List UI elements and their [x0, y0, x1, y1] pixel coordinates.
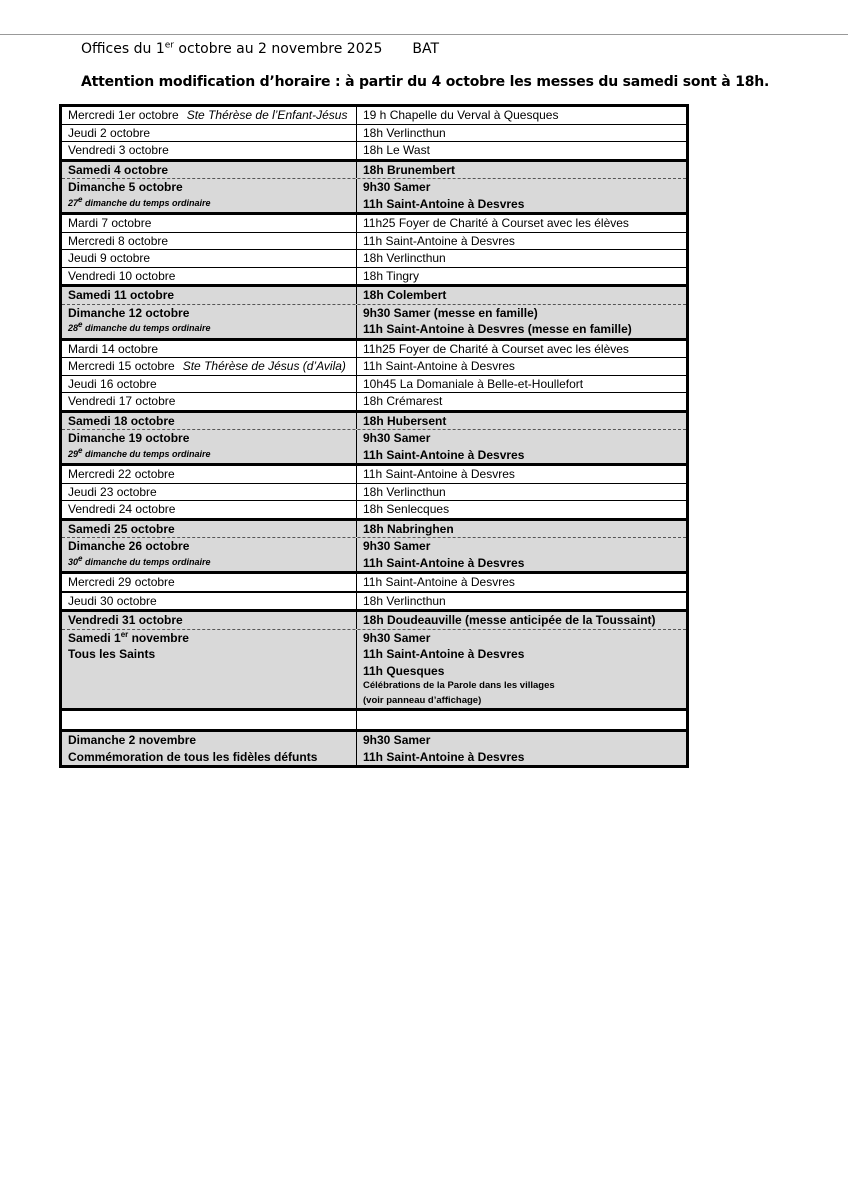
spacer-row	[62, 711, 686, 732]
weekday-block-3	[62, 341, 686, 413]
place-note: Célébrations de la Parole dans les villages	[363, 680, 555, 691]
liturgical-note	[68, 555, 350, 569]
place-cell	[357, 430, 686, 463]
day-prefix: Samedi 1	[68, 630, 121, 645]
place-cell: 18h Brunembert	[363, 162, 456, 177]
day-cell: Vendredi 3 octobre	[62, 142, 357, 159]
table-row	[62, 250, 686, 268]
place-cell	[357, 711, 686, 729]
feast-label: Tous les Saints	[68, 647, 156, 661]
table-row	[62, 521, 686, 538]
day-label: Dimanche 19 octobre	[68, 431, 190, 445]
day-cell	[62, 630, 357, 709]
weekday-block-5a	[62, 574, 686, 593]
place-line: 11h Saint-Antoine à Desvres (messe en famille)	[363, 322, 632, 336]
note-sup: e	[78, 320, 83, 329]
saint-label: Ste Thérèse de Jésus (d’Avila)	[182, 359, 346, 373]
table-row	[62, 142, 686, 159]
weekend-block-4	[62, 521, 686, 575]
header-title-prefix: Offices du 1	[81, 41, 165, 57]
table-row	[62, 429, 686, 463]
day-label: Dimanche 5 octobre	[68, 180, 183, 194]
place-cell	[357, 630, 686, 709]
schedule-notice: Attention modification d’horaire : à partir du 4 octobre les messes du samedi sont à 18h.	[81, 74, 770, 90]
note-number: 29	[68, 448, 79, 459]
day-label: Dimanche 12 octobre	[68, 305, 190, 320]
feast-label: Commémoration de tous les fidèles défunts	[68, 749, 318, 764]
place-cell: 18h Colembert	[363, 288, 447, 302]
place-cell: 18h Verlincthun	[363, 593, 446, 608]
weekend-block-2	[62, 287, 686, 341]
note-sup: e	[78, 553, 83, 563]
page-header	[81, 41, 439, 57]
day-cell: Samedi 11 octobre	[62, 287, 357, 304]
note-sup: e	[78, 445, 83, 455]
weekday-block-1	[62, 107, 686, 162]
weekend-block-3	[62, 413, 686, 467]
day-cell: Jeudi 9 octobre	[62, 250, 357, 268]
place-cell: 19 h Chapelle du Verval à Quesques	[357, 107, 686, 125]
day-cell: Jeudi 23 octobre	[62, 484, 357, 502]
place-line: 11h Saint-Antoine à Desvres	[363, 555, 525, 570]
table-row	[62, 178, 686, 212]
place-cell	[357, 538, 686, 571]
place-note: (voir panneau d’affichage)	[363, 694, 482, 706]
liturgical-note	[68, 196, 350, 210]
table-row	[62, 304, 686, 338]
day-cell	[62, 305, 357, 338]
place-cell: 18h Hubersent	[363, 413, 447, 428]
schedule-table	[59, 104, 689, 768]
place-line: 11h Quesques	[363, 663, 445, 678]
day-cell: Vendredi 24 octobre	[62, 501, 357, 518]
day-label: Dimanche 2 novembre	[68, 733, 197, 747]
liturgical-note	[68, 447, 350, 461]
day-cell: Mercredi 8 octobre	[62, 233, 357, 251]
note-text: dimanche du temps ordinaire	[82, 197, 211, 208]
table-row	[62, 732, 686, 765]
place-cell: 11h25 Foyer de Charité à Courset avec les élèves	[357, 341, 686, 359]
table-row	[62, 287, 686, 304]
day-cell: Mardi 14 octobre	[62, 341, 357, 359]
place-line: 11h Saint-Antoine à Desvres	[363, 647, 525, 661]
day-cell	[62, 179, 357, 212]
place-cell: 18h Crémarest	[363, 394, 443, 408]
table-row	[62, 358, 686, 376]
day-cell: Vendredi 10 octobre	[62, 268, 357, 285]
day-cell: Jeudi 16 octobre	[62, 376, 357, 394]
place-line: 9h30 Samer	[363, 630, 431, 645]
day-cell	[62, 538, 357, 571]
table-row	[62, 711, 686, 729]
top-rule	[0, 34, 848, 35]
note-number: 30	[68, 556, 79, 567]
place-cell: 10h45 La Domaniale à Belle-et-Houllefort	[357, 376, 686, 394]
day-cell: Mercredi 29 octobre	[62, 574, 357, 591]
table-row	[62, 268, 686, 285]
table-row	[62, 107, 686, 125]
place-cell: 18h Verlincthun	[357, 125, 686, 143]
note-number: 28	[68, 323, 79, 333]
table-row	[62, 162, 686, 179]
toussaint-block	[62, 612, 686, 711]
place-cell: 18h Le Wast	[363, 143, 430, 157]
day-cell: Mercredi 22 octobre	[62, 466, 357, 484]
defunts-block	[62, 732, 686, 765]
header-title-sup: er	[164, 40, 174, 51]
weekend-block-1	[62, 162, 686, 216]
place-line: 9h30 Samer	[363, 180, 431, 194]
saint-label: Ste Thérèse de l’Enfant-Jésus	[186, 108, 348, 122]
place-cell	[357, 732, 686, 765]
place-line: 9h30 Samer	[363, 431, 431, 445]
note-text: dimanche du temps ordinaire	[82, 556, 211, 567]
note-sup: e	[78, 194, 83, 204]
place-cell: 11h25 Foyer de Charité à Courset avec les élèves	[357, 215, 686, 233]
day-cell: Vendredi 31 octobre	[62, 612, 357, 629]
day-cell	[62, 358, 357, 376]
table-row	[62, 341, 686, 359]
day-cell: Mardi 7 octobre	[62, 215, 357, 233]
table-row	[62, 376, 686, 394]
day-sup: er	[120, 629, 129, 639]
day-cell	[62, 732, 357, 765]
place-cell: 18h Doudeauville (messe anticipée de la Toussaint)	[363, 613, 656, 627]
weekday-block-2	[62, 215, 686, 287]
table-row	[62, 501, 686, 518]
table-row	[62, 413, 686, 430]
place-cell: 18h Senlecques	[363, 502, 450, 516]
place-line: 9h30 Samer	[363, 539, 431, 553]
day-cell: Samedi 4 octobre	[62, 162, 357, 179]
place-line: 9h30 Samer	[363, 733, 431, 747]
table-row	[62, 466, 686, 484]
table-row	[62, 215, 686, 233]
place-cell: 11h Saint-Antoine à Desvres	[363, 575, 515, 589]
place-line: 9h30 Samer (messe en famille)	[363, 305, 538, 320]
place-cell: 11h Saint-Antoine à Desvres	[357, 233, 686, 251]
day-cell: Vendredi 17 octobre	[62, 393, 357, 410]
note-text: dimanche du temps ordinaire	[82, 448, 211, 459]
liturgical-note	[68, 321, 350, 335]
table-row	[62, 125, 686, 143]
day-label: Mercredi 1er octobre	[68, 108, 179, 122]
table-row	[62, 612, 686, 629]
place-cell: 11h Saint-Antoine à Desvres	[357, 466, 686, 484]
place-line: 11h Saint-Antoine à Desvres	[363, 749, 525, 764]
day-suffix: novembre	[128, 630, 189, 645]
place-cell	[357, 305, 686, 338]
day-label	[68, 630, 350, 647]
table-row	[62, 593, 686, 610]
day-cell: Jeudi 2 octobre	[62, 125, 357, 143]
place-cell: 18h Nabringhen	[363, 521, 454, 536]
place-line: 11h Saint-Antoine à Desvres	[363, 447, 525, 462]
table-row	[62, 537, 686, 571]
table-row	[62, 574, 686, 591]
table-row	[62, 393, 686, 410]
weekday-block-5b	[62, 593, 686, 613]
day-label: Dimanche 26 octobre	[68, 539, 190, 553]
table-row	[62, 233, 686, 251]
day-cell: Samedi 18 octobre	[62, 413, 357, 430]
note-number: 27	[68, 197, 79, 208]
header-title-suffix: octobre au 2 novembre 2025	[173, 41, 383, 57]
table-row	[62, 484, 686, 502]
place-cell: 18h Verlincthun	[357, 250, 686, 268]
day-cell	[62, 711, 357, 729]
day-cell: Samedi 25 octobre	[62, 521, 357, 538]
day-cell	[62, 107, 357, 125]
place-cell: 18h Verlincthun	[357, 484, 686, 502]
header-tag: BAT	[412, 41, 440, 57]
place-line: 11h Saint-Antoine à Desvres	[363, 196, 525, 211]
day-cell: Jeudi 30 octobre	[62, 593, 357, 610]
note-text: dimanche du temps ordinaire	[82, 323, 211, 333]
weekday-block-4	[62, 466, 686, 521]
table-row	[62, 629, 686, 709]
place-cell	[357, 179, 686, 212]
day-cell	[62, 430, 357, 463]
place-cell: 18h Tingry	[363, 268, 420, 283]
day-label: Mercredi 15 octobre	[68, 359, 175, 373]
place-cell: 11h Saint-Antoine à Desvres	[357, 358, 686, 376]
